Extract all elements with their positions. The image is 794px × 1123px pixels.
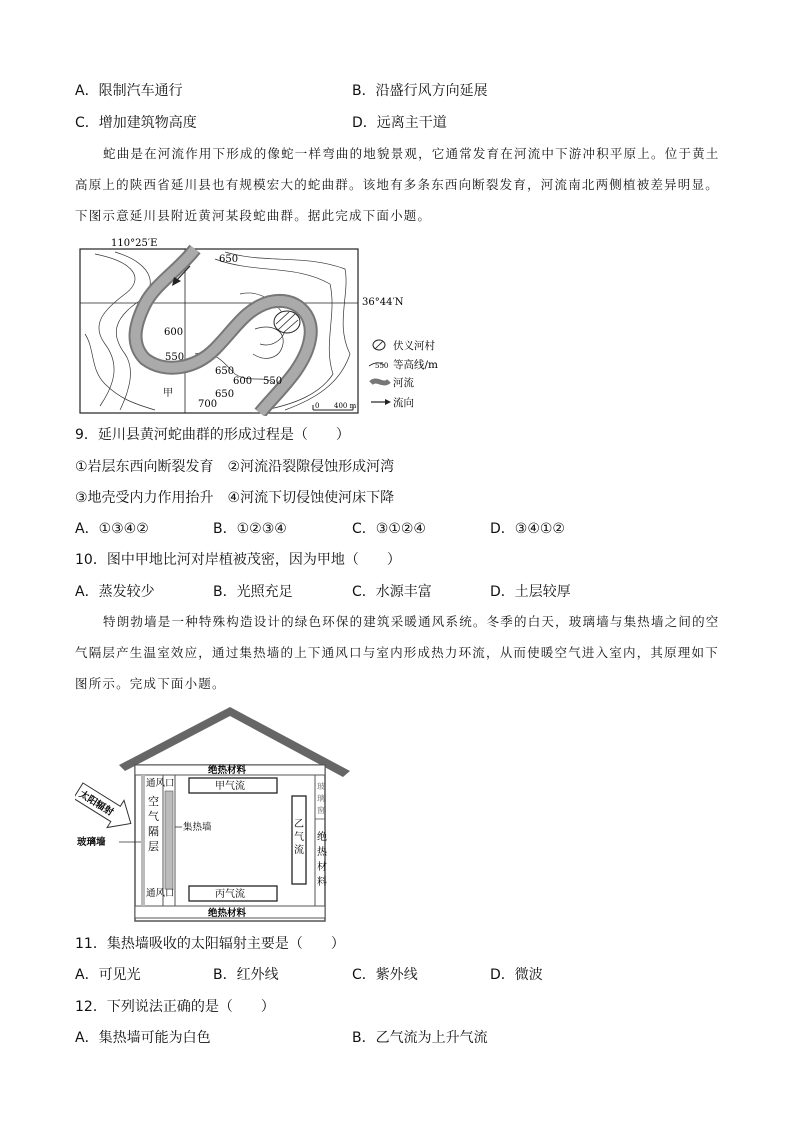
- legend-contour: 等高线/m: [393, 359, 438, 371]
- contour-label: 650: [219, 254, 239, 265]
- side-insulation-label: 绝: [317, 832, 327, 843]
- longitude-label: 110°25′E: [111, 238, 158, 249]
- q9-option-a: A．①③④②: [75, 521, 149, 537]
- legend-village: 伏义河村: [393, 340, 435, 352]
- q11-option-c: C．紫外线: [352, 967, 418, 983]
- option-c: C．增加建筑物高度: [75, 115, 197, 131]
- legend-flow-icon: [385, 399, 391, 405]
- q11-option-b: B．红外线: [213, 967, 279, 983]
- q9-item-2: ③地壳受内力作用抬升 ④河流下切侵蚀使河床下降: [75, 490, 395, 506]
- air-layer-label: 气: [148, 810, 159, 823]
- q10-stem: 10．图中甲地比河对岸植被茂密，因为甲地（ ）: [75, 552, 401, 568]
- legend-river: 河流: [393, 377, 414, 389]
- q11-option-d: D．微波: [490, 967, 543, 983]
- glass-window-label: 窗: [317, 806, 325, 815]
- option-d: D．远离主干道: [352, 115, 447, 131]
- airflow-yi-label: 乙: [294, 819, 304, 830]
- contour-label: 600: [233, 376, 253, 387]
- passage-meander: 蛇曲是在河流作用下形成的像蛇一样弯曲的地貌景观，它通常发育在河流中下游冲积平原上。位于黄土高原上的陕西省延川县也有规模宏大的蛇曲群。该地有多条东西向断裂发育，河流南北两侧植被差异明显。下图示意延川县附近黄河某段蛇曲群。据此完成下面小题。: [75, 146, 720, 223]
- contour-label: 550: [263, 376, 283, 387]
- contour-label: 550: [165, 352, 185, 363]
- heat-wall: [165, 791, 173, 889]
- air-layer-label: 隔: [148, 825, 159, 838]
- contour-label: 650: [215, 389, 235, 400]
- q12-option-a: A．集热墙可能为白色: [75, 1030, 211, 1046]
- option-a: A．限制汽车通行: [75, 83, 183, 99]
- glass-window-label: 玻: [317, 782, 325, 791]
- airflow-jia-label: 甲气流: [215, 781, 245, 792]
- vent-top-label: 通风口: [146, 778, 175, 789]
- legend-contour-sample: 550: [375, 362, 389, 370]
- air-layer-label: 空: [148, 795, 159, 808]
- passage-trombe-wall: 特朗勃墙是一种特殊构造设计的绿色环保的建筑采暖通风系统。冬季的白天，玻璃墙与集热墙之间的空气隔层产生温室效应，通过集热墙的上下通风口与室内形成热力环流，从而使暖空气进入室内，其原理如下图所示。完成下面小题。: [75, 614, 720, 691]
- option-b: B．沿盛行风方向延展: [352, 83, 488, 99]
- scale-label: 400 m: [334, 402, 357, 410]
- glass-window-label: 璃: [317, 794, 325, 803]
- q9-option-b: B．①②③④: [213, 521, 287, 537]
- heat-wall-label: 集热墙: [183, 822, 212, 833]
- q11-stem: 11．集热墙吸收的太阳辐射主要是（ ）: [75, 936, 345, 952]
- contour-label: 650: [215, 366, 235, 377]
- vent-bottom-label: 通风口: [146, 888, 175, 899]
- q12-option-b: B．乙气流为上升气流: [352, 1030, 488, 1046]
- q9-item-1: ①岩层东西向断裂发育 ②河流沿裂隙侵蚀形成河湾: [75, 459, 395, 475]
- jia-label: 甲: [163, 388, 173, 399]
- solar-radiation-label: 太阳辐射: [77, 788, 116, 819]
- q10-option-c: C．水源丰富: [352, 584, 432, 600]
- meander-map: [75, 234, 460, 416]
- legend-flow: 流向: [393, 397, 414, 409]
- q9-option-c: C．③①②④: [352, 521, 426, 537]
- air-layer-label: 层: [148, 840, 159, 853]
- contour-label: 600: [164, 327, 184, 338]
- q12-stem: 12．下列说法正确的是（ ）: [75, 999, 275, 1015]
- q10-option-b: B．光照充足: [213, 584, 293, 600]
- glass-wall-label: 玻璃墙: [77, 837, 106, 848]
- airflow-yi-label: 气: [294, 832, 304, 843]
- q9-stem: 9．延川县黄河蛇曲群的形成过程是（ ）: [75, 427, 350, 443]
- latitude-label: 36°44′N: [362, 297, 404, 308]
- q11-option-a: A．可见光: [75, 967, 141, 983]
- q10-option-a: A．蒸发较少: [75, 584, 155, 600]
- q9-option-d: D．③④①②: [490, 521, 565, 537]
- airflow-yi-label: 流: [294, 845, 304, 856]
- side-insulation-label: 料: [317, 877, 327, 888]
- scale-zero: 0: [315, 402, 320, 410]
- top-insulation-label: 绝热材料: [208, 765, 247, 776]
- q10-option-d: D．土层较厚: [490, 584, 571, 600]
- side-insulation-label: 材: [317, 862, 327, 873]
- bottom-insulation-label: 绝热材料: [208, 908, 247, 919]
- legend-river-icon: [371, 381, 389, 383]
- side-insulation-label: 热: [317, 847, 327, 858]
- contour-label: 700: [198, 399, 218, 410]
- trombe-wall-diagram: [75, 703, 365, 923]
- solar-radiation-arrow: [75, 777, 139, 837]
- airflow-bing-label: 丙气流: [215, 889, 245, 900]
